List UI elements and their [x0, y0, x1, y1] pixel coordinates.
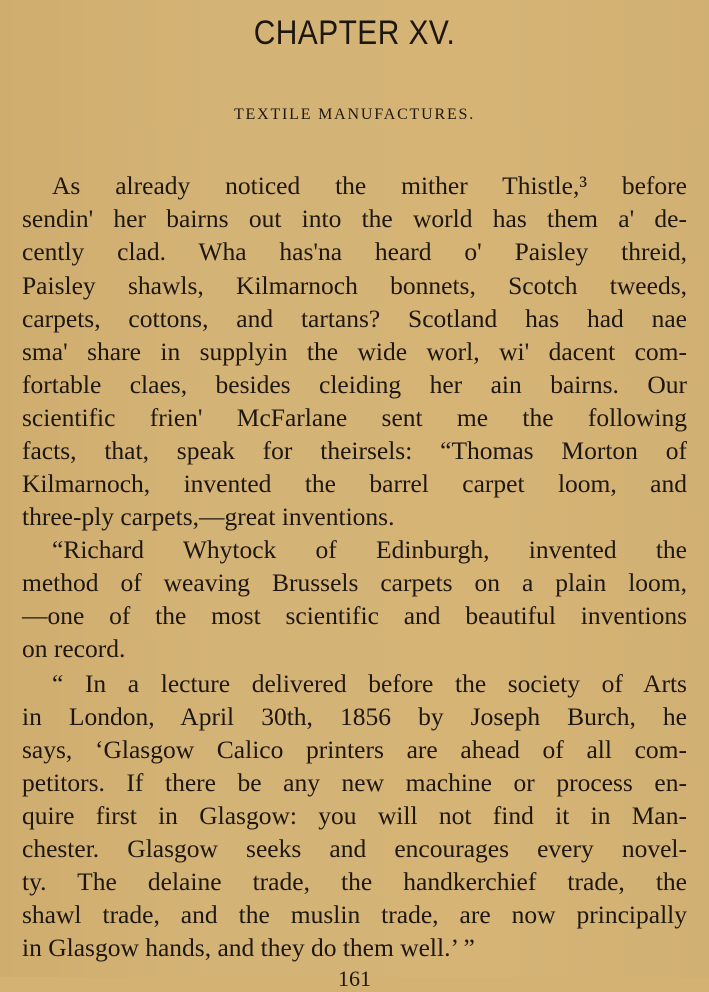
text-line: sma' share in supplyin the wide worl, wi' dacent com- [22, 337, 687, 366]
text-line: Kilmarnoch, invented the barrel carpet loom, and [22, 469, 687, 498]
text-line: says, ‘Glasgow Calico printers are ahead of all com- [22, 735, 687, 764]
text-line: method of weaving Brussels carpets on a plain loom, [22, 568, 687, 597]
text-line: in Glasgow hands, and they do them well.’ ” [22, 933, 475, 962]
text-line: sendin' her bairns out into the world has them a' de- [22, 204, 687, 233]
text-line: shawl trade, and the muslin trade, are now principally [22, 900, 687, 929]
text-line: cently clad. Wha has'na heard o' Paisley threid, [22, 237, 687, 266]
text-line: “Richard Whytock of Edinburgh, invented the [52, 535, 687, 564]
text-line: “ In a lecture delivered before the society of Arts [52, 669, 687, 698]
page-number: 161 [338, 966, 371, 991]
text-line: in London, April 30th, 1856 by Joseph Burch, he [22, 702, 687, 731]
text-line: Paisley shawls, Kilmarnoch bonnets, Scotch tweeds, [22, 271, 687, 300]
section-title: TEXTILE MANUFACTURES. [233, 106, 476, 123]
text-line: facts, that, speak for theirsels: “Thomas Morton of [22, 436, 687, 465]
text-line: chester. Glasgow seeks and encourages every novel- [22, 834, 687, 863]
text-line: carpets, cottons, and tartans? Scotland has had nae [22, 304, 687, 333]
text-line: —one of the most scientific and beautiful inventions [22, 601, 687, 630]
text-line: three-ply carpets,—great inventions. [22, 502, 395, 531]
text-line: on record. [22, 634, 126, 663]
text-line: petitors. If there be any new machine or process en- [22, 768, 687, 797]
text-line: fortable claes, besides cleiding her ain bairns. Our [22, 370, 687, 399]
text-line: quire first in Glasgow: you will not find it in Man- [22, 801, 687, 830]
text-line: As already noticed the mither Thistle,³ before [52, 171, 687, 200]
chapter-title: CHAPTER XV. [253, 14, 456, 52]
text-line: ty. The delaine trade, the handkerchief trade, the [22, 867, 687, 896]
text-line: scientific frien' McFarlane sent me the following [22, 403, 687, 432]
